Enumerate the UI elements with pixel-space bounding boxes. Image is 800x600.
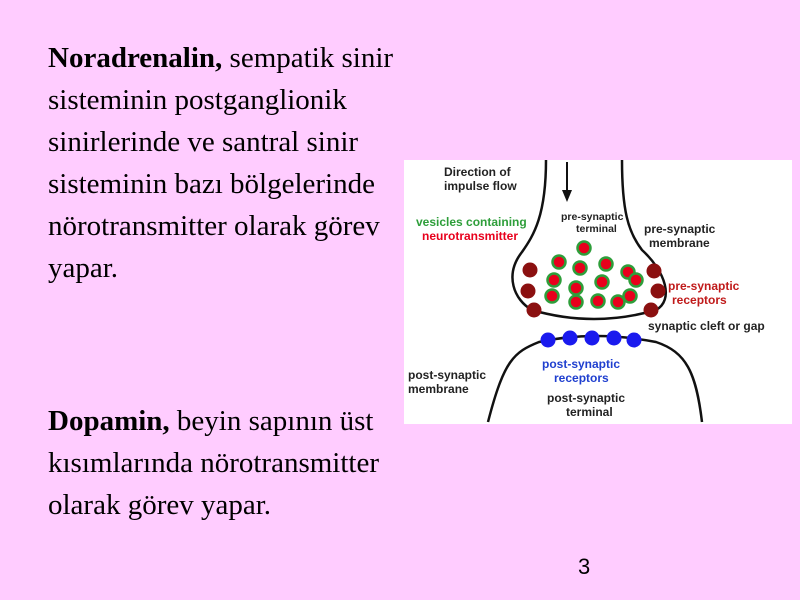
vesicles-label-1 — [416, 215, 527, 229]
vesicle — [546, 290, 559, 303]
dopamin-paragraph — [48, 400, 403, 526]
pre-synaptic-terminal-outline — [513, 160, 666, 319]
vesicle — [600, 258, 613, 271]
post-terminal-label-2: terminal — [566, 405, 613, 419]
post-receptor — [607, 331, 622, 346]
neurotransmitter-label: neurotransmitter — [422, 229, 519, 243]
noradrenalin-paragraph — [48, 37, 408, 289]
pre-receptor — [527, 303, 542, 318]
vesicle — [548, 274, 561, 287]
vesicle — [592, 295, 605, 308]
post-receptor — [563, 331, 578, 346]
vesicle — [570, 282, 583, 295]
pre-receptor — [647, 264, 662, 279]
vesicle — [570, 296, 583, 309]
pre-terminal-label-1: pre-synaptic — [561, 211, 624, 223]
post-receptors-label-2: receptors — [554, 371, 609, 385]
pre-receptor — [651, 284, 666, 299]
direction-label-1: Direction of — [444, 165, 511, 179]
post-receptors-label-1: post-synaptic — [542, 357, 621, 371]
post-membrane-label-2: membrane — [408, 382, 469, 396]
vesicle — [624, 290, 637, 303]
pre-membrane-label-2: membrane — [649, 236, 710, 250]
pre-receptor — [521, 284, 536, 299]
impulse-arrow-head — [562, 190, 572, 202]
pre-membrane-label-1: pre-synaptic — [644, 222, 716, 236]
synapse-diagram — [404, 160, 792, 424]
direction-label-2: impulse flow — [444, 179, 517, 193]
vesicle — [553, 256, 566, 269]
post-membrane-label-1: post-synaptic — [408, 368, 487, 382]
dopamin-description: beyin sapının üst kısımlarında nörotransmitter olarak görev yapar. — [48, 405, 380, 521]
dopamin-term: Dopamin, — [48, 405, 170, 437]
noradrenalin-term: Noradrenalin, — [48, 42, 223, 74]
post-receptor — [627, 333, 642, 348]
vesicle — [578, 242, 591, 255]
pre-receptors-label-2: receptors — [672, 293, 727, 307]
post-receptor — [585, 331, 600, 346]
vesicle — [596, 276, 609, 289]
post-receptor — [541, 333, 556, 348]
vesicle — [630, 274, 643, 287]
post-terminal-label-1: post-synaptic — [547, 391, 626, 405]
vesicles-label-part: vesicles containing — [416, 215, 527, 229]
vesicle — [574, 262, 587, 275]
slide-number: 3 — [578, 554, 591, 579]
noradrenalin-description: sempatik sinir sisteminin postganglionik sinirlerinde ve santral sinir sisteminin bazı bölgelerinde nörotransmitter olarak görev yapar. — [48, 42, 394, 284]
pre-receptor — [523, 263, 538, 278]
pre-receptor — [644, 303, 659, 318]
vesicles-group — [546, 242, 643, 309]
pre-terminal-label-2: terminal — [576, 223, 617, 235]
synaptic-cleft-label: synaptic cleft or gap — [648, 319, 765, 333]
synapse-svg — [404, 160, 792, 424]
pre-receptors-label-1: pre-synaptic — [668, 279, 740, 293]
